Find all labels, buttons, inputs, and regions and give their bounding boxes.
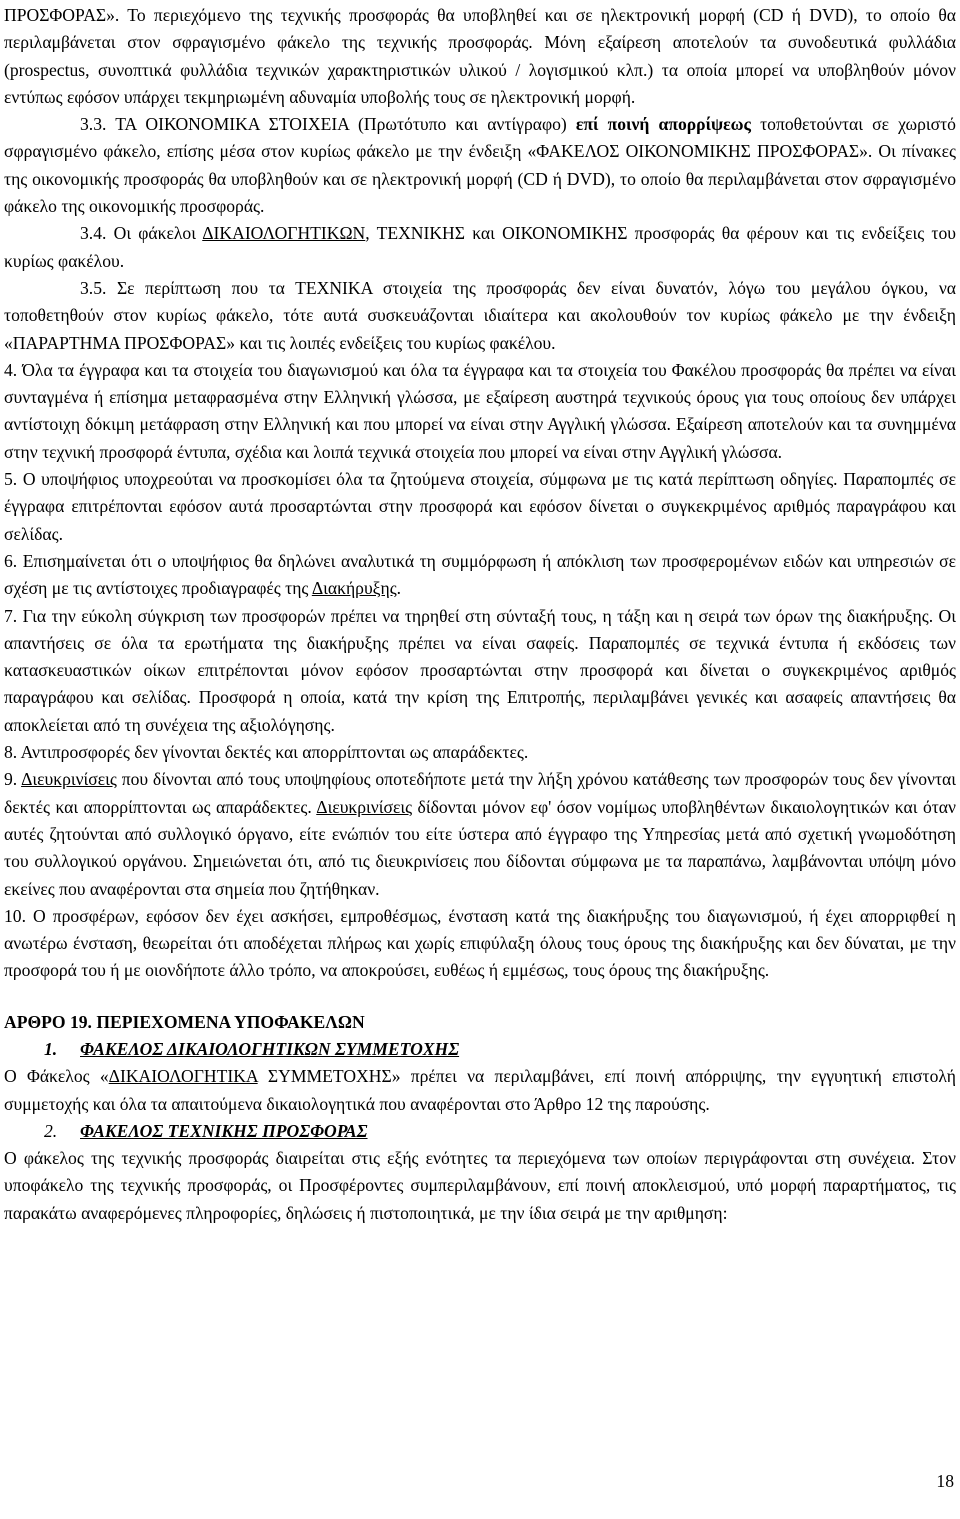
paragraph-6-end: .: [396, 578, 402, 599]
paragraph-7: 7. Για την εύκολη σύγκριση των προσφορών πρέπει να τηρηθεί στη σύνταξή τους, η τάξη και η σειρά των όρων της διακήρυξης. Οι απαντήσεις σε όλα τα ερωτήματα της διακήρυξης πρέπει να είναι σαφείς. Παραπομπές σε τεχνικά έντυπα ή εκδόσεις των κατασκευαστικών οίκων επιτρέπονται μόνον εφόσον προσαρτώνται στην προσφορά και δίνεται ο συγκεκριμένος αριθμός παραγράφου και σελίδας. Προσφορά η οποία, κατά την κρίση της Επιτροπής, περιλαμβάνει γενικές και ασαφείς απαντήσεις θα αποκλείεται από τη συνέχεια της αξιολόγησης.: [4, 605, 956, 735]
paragraph-8: 8. Αντιπροσφορές δεν γίνονται δεκτές και απορρίπτονται ως απαράδεκτες.: [4, 742, 529, 763]
subsection-1-text-lead: Ο Φάκελος «: [4, 1066, 109, 1087]
subsection-1-text-rest: ΣΥΜΜΕΤΟΧΗΣ» πρέπει να περιλαμβάνει, επί ποινή απόρριψης, την εγγυητική επιστολή συμμετοχής και όλα τα απαιτούμενα δικαιολογητικά που αναφέρονται στο Άρθρο 12 της παρούσης.: [4, 1066, 956, 1114]
paragraph-3-4: [4, 220, 956, 275]
paragraph-tender-cd: ΠΡΟΣΦΟΡΑΣ». Το περιεχόμενο της τεχνικής προσφοράς θα υποβληθεί και σε ηλεκτρονική μορφή (CD ή DVD), το οποίο θα περιλαμβάνεται στον σφραγισμένο φάκελο της τεχνικής προσφοράς. Μόνη εξαίρεση αποτελούν τα συνοδευτικά φυλλάδια (prospectus, συνοπτικά φυλλάδια τεχνικών χαρακτηριστικών υλικού / λογισμικού κλπ.) τα οποία μπορεί να υποβληθούν μόνον εντύπως εφόσον υπάρχει τεκμηριωμένη αδυναμία υποβολής τους σε ηλεκτρονική μορφή.: [4, 5, 956, 107]
subsection-2-heading: [4, 1118, 956, 1145]
subsection-1-title-a: ΦΑΚΕΛΟΣ: [80, 1038, 167, 1059]
subsection-1-number: 1.: [44, 1038, 58, 1059]
paragraph-3-3-emphasis: επί ποινή απορρίψεως: [575, 114, 751, 135]
paragraph-3-3-lead: 3.3. ΤΑ ΟΙΚΟΝΟΜΙΚΑ ΣΤΟΙΧΕΙΑ (Πρωτότυπο και αντίγραφο): [80, 114, 567, 135]
paragraph-9: [4, 766, 956, 902]
subsection-1-title-b: ΔΙΚΑΙΟΛΟΓΗΤΙΚΩΝ: [166, 1038, 331, 1059]
paragraph-3-4-lead: 3.4. Οι φάκελοι: [80, 223, 203, 244]
paragraph-6-underlined: Διακήρυξης: [311, 578, 397, 599]
page-number: 18: [936, 1471, 954, 1491]
paragraph-9-rest: δίδονται μόνον εφ' όσον νομίμως υποβληθέντων δικαιολογητικών και όταν αυτές ζητούνται από συλλογικό όργανο, είτε ενώπιόν του είτε ύστερα από έγγραφο της Υπηρεσίας μετά από σχετική γνωμοδότηση του συλλογικού οργάνου. Σημειώνεται ότι, από τις διευκρινίσεις που δίδονται σύμφωνα με τα παραπάνω, λαμβάνονται υπόψη μόνο εκείνες που αναφέρονται στα σημεία που ζητήθηκαν.: [4, 796, 956, 899]
subsection-1-text-underlined: ΔΙΚΑΙΟΛΟΓΗΤΙΚΑ: [108, 1066, 258, 1087]
subsection-2-text: Ο φάκελος της τεχνικής προσφοράς διαιρείται στις εξής ενότητες τα περιεχόμενα των οποίων περιγράφονται στη συνέχεια. Στον υποφάκελο της τεχνικής προσφοράς, οι Προσφέροντες συμπεριλαμβάνουν, επί ποινή αποκλεισμού, υπό μορφή παραρτήματος, τις παρακάτω αναφερόμενες πληροφορίες, δηλώσεις ή πιστοποιητικά, με την ίδια σειρά με την αριθμηση:: [4, 1148, 956, 1223]
paragraph-10: 10. Ο προσφέρων, εφόσον δεν έχει ασκήσει, εμπροθέσμως, ένσταση κατά της διακήρυξης του διαγωνισμού, ή έχει απορριφθεί η ανωτέρω ένσταση, θεωρείται ότι αποδέχεται πλήρως και χωρίς επιφύλαξη όλους τους όρους της διακήρυξης και δεν δύναται, με την προσφορά του ή με οιονδήποτε άλλο τρόπο, να αποκρούσει, ευθέως ή εμμέσως, τους όρους της διακήρυξης.: [4, 905, 956, 981]
paragraph-3-4-rest: , ΤΕΧΝΙΚΗΣ και ΟΙΚΟΝΟΜΙΚΗΣ προσφοράς θα φέρουν και τις ενδείξεις του κυρίως φακέλου.: [4, 223, 956, 271]
paragraph-6: [4, 548, 956, 603]
paragraph-3-4-underlined: ΔΙΚΑΙΟΛΟΓΗΤΙΚΩΝ: [202, 223, 366, 244]
paragraph-9-mid: που δίνονται από τους υποψηφίους οποτεδήποτε μετά την λήξη χρόνου κατάθεσης των προσφορών τους δεν γίνονται δεκτές και απορρίπτονται ως απαράδεκτες.: [4, 769, 956, 817]
paragraph-5: 5. Ο υποψήφιος υποχρεούται να προσκομίσει όλα τα ζητούμενα στοιχεία, σύμφωνα με τις κατά περίπτωση οδηγίες. Παραπομπές σε έγγραφα επιτρέπονται εφόσον αυτά προσαρτώνται στην προσφορά και εφόσον δίνεται ο συγκεκριμένος αριθμός παραγράφου και σελίδας.: [4, 469, 956, 544]
paragraph-9-num: 9.: [4, 769, 22, 790]
subsection-2-title: ΦΑΚΕΛΟΣ ΤΕΧΝΙΚΗΣ ΠΡΟΣΦΟΡΑΣ: [80, 1120, 368, 1141]
subsection-1-text: [4, 1063, 956, 1118]
paragraph-3-3-rest: τοποθετούνται σε χωριστό σφραγισμένο φάκελο, επίσης μέσα στον κυρίως φάκελο με την ένδειξη «ΦΑΚΕΛΟΣ ΟΙΚΟΝΟΜΙΚΗΣ ΠΡΟΣΦΟΡΑΣ». Οι πίνακες της οικονομικής προσφοράς θα υποβληθούν και σε ηλεκτρονική μορφή (CD ή DVD), το οποίο θα περιλαμβάνεται στον σφραγισμένο φάκελο της οικονομικής προσφοράς.: [4, 114, 956, 217]
subsection-2-number: 2.: [44, 1120, 58, 1141]
paragraph-3-3: [4, 111, 956, 220]
spacer: [4, 985, 956, 999]
paragraph-3-5: 3.5. Σε περίπτωση που τα ΤΕΧΝΙΚΑ στοιχεία της προσφοράς δεν είναι δυνατόν, λόγω του μεγάλου όγκου, να τοποθετηθούν στον κυρίως φάκελο, τότε αυτά συσκευάζονται ιδιαίτερα και ακολουθούν τον κυρίως φάκελο με την ένδειξη «ΠΑΡΑΡΤΗΜΑ ΠΡΟΣΦΟΡΑΣ» και τις λοιπές ενδείξεις του κυρίως φακέλου.: [4, 277, 956, 353]
subsection-1-title-c: ΣΥΜΜΕΤΟΧΗΣ: [330, 1038, 460, 1059]
article-heading: ΑΡΘΡΟ 19. ΠΕΡΙΕΧΟΜΕΝΑ ΥΠΟΦΑΚΕΛΩΝ: [4, 1011, 365, 1032]
subsection-1-heading: [4, 1036, 956, 1063]
paragraph-6-lead: 6. Επισημαίνεται ότι ο υποψήφιος θα δηλώνει αναλυτικά τη συμμόρφωση ή απόκλιση των προσφερομένων ειδών και υπηρεσιών σε σχέση με τις αντίστοιχες προδιαγραφές της: [4, 550, 956, 599]
paragraph-4: 4. Όλα τα έγγραφα και τα στοιχεία του διαγωνισμού και όλα τα έγγραφα και τα στοιχεία του Φακέλου προσφοράς θα πρέπει να είναι συνταγμένα ή επίσημα μεταφρασμένα στην Ελληνική γλώσσα, με εξαίρεση αυστηρά τεχνικούς όρους για τους οποίους δεν υπάρχει αντίστοιχη δόκιμη μετάφραση στην Ελληνική και που μπορεί να είναι στην Αγγλική γλώσσα. Εξαίρεση αποτελούν και τα συνημμένα στην τεχνική προσφορά έντυπα, σχέδια και λοιπά τεχνικά στοιχεία που μπορεί να είναι στην Αγγλική γλώσσα.: [4, 359, 956, 462]
paragraph-9-underlined-1: Διευκρινίσεις: [21, 769, 117, 790]
paragraph-9-underlined-2: Διευκρινίσεις: [316, 796, 413, 817]
